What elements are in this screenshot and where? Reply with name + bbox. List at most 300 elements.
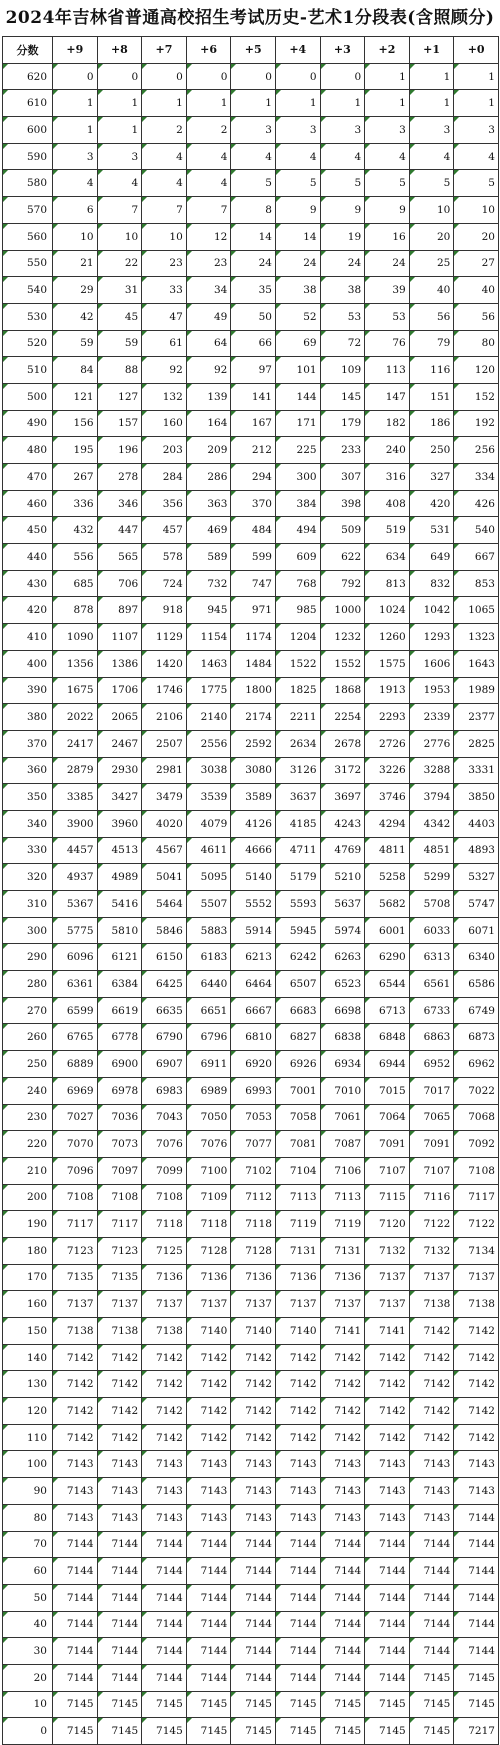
- count-cell: 1: [97, 90, 142, 117]
- count-cell: 5914: [231, 917, 276, 944]
- count-cell: 20: [409, 223, 454, 250]
- count-cell: 1024: [365, 597, 410, 624]
- count-cell: 7144: [409, 1584, 454, 1611]
- count-cell: 7145: [275, 1718, 320, 1745]
- count-cell: 6698: [320, 997, 365, 1024]
- count-cell: 853: [454, 570, 499, 597]
- count-cell: 7142: [186, 1344, 231, 1371]
- table-row: [3, 810, 499, 837]
- count-cell: 7143: [365, 1451, 410, 1478]
- score-cell: 220: [3, 1131, 53, 1158]
- count-cell: 7070: [53, 1131, 98, 1158]
- count-cell: 1484: [231, 650, 276, 677]
- table-row: [3, 650, 499, 677]
- count-cell: 4: [142, 170, 187, 197]
- count-cell: 7144: [275, 1584, 320, 1611]
- count-cell: 7145: [142, 1718, 187, 1745]
- count-cell: 2678: [320, 730, 365, 757]
- table-row: [3, 303, 499, 330]
- score-cell: 610: [3, 90, 53, 117]
- count-cell: 768: [275, 570, 320, 597]
- count-cell: 1522: [275, 650, 320, 677]
- count-cell: 27: [454, 250, 499, 277]
- count-cell: 985: [275, 597, 320, 624]
- count-cell: 2776: [409, 730, 454, 757]
- page-title: 2024年吉林省普通高校招生考试历史-艺术1分段表(含照顾分): [5, 8, 495, 28]
- count-cell: 7142: [231, 1371, 276, 1398]
- count-cell: 7064: [365, 1104, 410, 1131]
- count-cell: 7145: [186, 1691, 231, 1718]
- count-cell: 1: [454, 63, 499, 90]
- count-cell: 7022: [454, 1077, 499, 1104]
- count-cell: 1129: [142, 624, 187, 651]
- count-cell: 157: [97, 410, 142, 437]
- count-cell: 7142: [409, 1424, 454, 1451]
- score-cell: 600: [3, 117, 53, 144]
- count-cell: 7138: [142, 1318, 187, 1345]
- count-cell: 5810: [97, 917, 142, 944]
- count-cell: 408: [365, 490, 410, 517]
- count-cell: 120: [454, 357, 499, 384]
- count-cell: 24: [231, 250, 276, 277]
- count-cell: 667: [454, 544, 499, 571]
- count-cell: 1000: [320, 597, 365, 624]
- count-cell: 3226: [365, 757, 410, 784]
- count-cell: 7143: [320, 1504, 365, 1531]
- count-cell: 370: [231, 490, 276, 517]
- count-cell: 7145: [275, 1691, 320, 1718]
- count-cell: 7142: [409, 1398, 454, 1425]
- count-cell: 813: [365, 570, 410, 597]
- count-cell: 609: [275, 544, 320, 571]
- score-cell: 90: [3, 1478, 53, 1505]
- count-cell: 52: [275, 303, 320, 330]
- count-cell: 4611: [186, 837, 231, 864]
- table-row: [3, 1531, 499, 1558]
- count-cell: 7144: [97, 1531, 142, 1558]
- count-cell: 4243: [320, 810, 365, 837]
- count-cell: 3: [275, 117, 320, 144]
- count-cell: 5846: [142, 917, 187, 944]
- score-cell: 420: [3, 597, 53, 624]
- table-row: [3, 730, 499, 757]
- count-cell: 39: [365, 277, 410, 304]
- count-cell: 179: [320, 410, 365, 437]
- count-cell: 5095: [186, 864, 231, 891]
- count-cell: 6523: [320, 971, 365, 998]
- count-cell: 4851: [409, 837, 454, 864]
- score-cell: 520: [3, 330, 53, 357]
- count-cell: 3: [231, 117, 276, 144]
- count-cell: 6873: [454, 1024, 499, 1051]
- count-cell: 2417: [53, 730, 98, 757]
- count-cell: 53: [365, 303, 410, 330]
- count-cell: 7143: [97, 1478, 142, 1505]
- count-cell: 2: [186, 117, 231, 144]
- count-cell: 7143: [320, 1451, 365, 1478]
- count-cell: 7118: [186, 1211, 231, 1238]
- count-cell: 7142: [365, 1424, 410, 1451]
- count-cell: 7217: [454, 1718, 499, 1745]
- count-cell: 4: [409, 143, 454, 170]
- count-cell: 7081: [275, 1131, 320, 1158]
- count-cell: 92: [142, 357, 187, 384]
- count-cell: 7131: [320, 1237, 365, 1264]
- count-cell: 3900: [53, 810, 98, 837]
- count-cell: 7010: [320, 1077, 365, 1104]
- score-cell: 20: [3, 1664, 53, 1691]
- count-cell: 6561: [409, 971, 454, 998]
- header-cell: +2: [365, 37, 410, 64]
- count-cell: 6033: [409, 917, 454, 944]
- count-cell: 1: [275, 90, 320, 117]
- count-cell: 10: [97, 223, 142, 250]
- count-cell: 6213: [231, 944, 276, 971]
- count-cell: 7123: [97, 1237, 142, 1264]
- count-cell: 7143: [409, 1451, 454, 1478]
- count-cell: 5775: [53, 917, 98, 944]
- score-cell: 340: [3, 810, 53, 837]
- count-cell: 7104: [275, 1157, 320, 1184]
- count-cell: 7141: [365, 1318, 410, 1345]
- score-cell: 370: [3, 730, 53, 757]
- score-cell: 470: [3, 464, 53, 491]
- count-cell: 225: [275, 437, 320, 464]
- count-cell: 5464: [142, 891, 187, 918]
- score-cell: 110: [3, 1424, 53, 1451]
- score-cell: 260: [3, 1024, 53, 1051]
- count-cell: 7106: [320, 1157, 365, 1184]
- count-cell: 7145: [454, 1691, 499, 1718]
- count-cell: 294: [231, 464, 276, 491]
- count-cell: 7118: [142, 1211, 187, 1238]
- count-cell: 1: [231, 90, 276, 117]
- count-cell: 2174: [231, 704, 276, 731]
- count-cell: 76: [365, 330, 410, 357]
- count-cell: 7143: [53, 1451, 98, 1478]
- count-cell: 7143: [186, 1451, 231, 1478]
- count-cell: 7144: [231, 1638, 276, 1665]
- count-cell: 4079: [186, 810, 231, 837]
- count-cell: 1913: [365, 677, 410, 704]
- count-cell: 634: [365, 544, 410, 571]
- count-cell: 6827: [275, 1024, 320, 1051]
- count-cell: 7144: [275, 1611, 320, 1638]
- count-cell: 7142: [97, 1424, 142, 1451]
- count-cell: 1154: [186, 624, 231, 651]
- count-cell: 4403: [454, 810, 499, 837]
- count-cell: 7144: [186, 1531, 231, 1558]
- score-cell: 70: [3, 1531, 53, 1558]
- count-cell: 7144: [97, 1611, 142, 1638]
- count-cell: 5637: [320, 891, 365, 918]
- table-row: [3, 891, 499, 918]
- count-cell: 7108: [454, 1157, 499, 1184]
- count-cell: 3637: [275, 784, 320, 811]
- count-cell: 7142: [53, 1398, 98, 1425]
- table-row: [3, 250, 499, 277]
- count-cell: 6619: [97, 997, 142, 1024]
- count-cell: 22: [97, 250, 142, 277]
- table-row: [3, 1051, 499, 1078]
- count-cell: 447: [97, 517, 142, 544]
- header-cell: +9: [53, 37, 98, 64]
- count-cell: 7142: [186, 1371, 231, 1398]
- count-cell: 1746: [142, 677, 187, 704]
- count-cell: 7144: [53, 1531, 98, 1558]
- count-cell: 6810: [231, 1024, 276, 1051]
- count-cell: 10: [53, 223, 98, 250]
- count-cell: 599: [231, 544, 276, 571]
- count-cell: 7117: [454, 1184, 499, 1211]
- count-cell: 6863: [409, 1024, 454, 1051]
- count-cell: 0: [186, 63, 231, 90]
- count-cell: 144: [275, 383, 320, 410]
- count-cell: 5299: [409, 864, 454, 891]
- count-cell: 649: [409, 544, 454, 571]
- count-cell: 47: [142, 303, 187, 330]
- count-cell: 7107: [409, 1157, 454, 1184]
- header-cell: +4: [275, 37, 320, 64]
- count-cell: 203: [142, 437, 187, 464]
- count-cell: 1323: [454, 624, 499, 651]
- count-cell: 4126: [231, 810, 276, 837]
- count-cell: 5682: [365, 891, 410, 918]
- count-cell: 7145: [320, 1718, 365, 1745]
- count-cell: 7142: [365, 1371, 410, 1398]
- count-cell: 6384: [97, 971, 142, 998]
- count-cell: 685: [53, 570, 98, 597]
- count-cell: 42: [53, 303, 98, 330]
- table-row: [3, 677, 499, 704]
- count-cell: 7142: [142, 1424, 187, 1451]
- count-cell: 7119: [275, 1211, 320, 1238]
- count-cell: 141: [231, 383, 276, 410]
- score-cell: 350: [3, 784, 53, 811]
- count-cell: 1: [409, 90, 454, 117]
- count-cell: 7142: [320, 1398, 365, 1425]
- count-cell: 5210: [320, 864, 365, 891]
- count-cell: 2106: [142, 704, 187, 731]
- count-cell: 6263: [320, 944, 365, 971]
- score-cell: 490: [3, 410, 53, 437]
- table-row: [3, 1664, 499, 1691]
- score-cell: 80: [3, 1504, 53, 1531]
- table-row: [3, 971, 499, 998]
- count-cell: 156: [53, 410, 98, 437]
- count-cell: 7143: [231, 1504, 276, 1531]
- table-row: [3, 1024, 499, 1051]
- count-cell: 7143: [231, 1478, 276, 1505]
- count-cell: 5: [231, 170, 276, 197]
- count-cell: 3172: [320, 757, 365, 784]
- count-cell: 7144: [53, 1664, 98, 1691]
- count-cell: 457: [142, 517, 187, 544]
- count-cell: 7142: [97, 1371, 142, 1398]
- count-cell: 3479: [142, 784, 187, 811]
- count-cell: 7145: [320, 1691, 365, 1718]
- count-cell: 1: [409, 63, 454, 90]
- count-cell: 6962: [454, 1051, 499, 1078]
- count-cell: 7142: [275, 1344, 320, 1371]
- count-cell: 233: [320, 437, 365, 464]
- score-cell: 100: [3, 1451, 53, 1478]
- count-cell: 7142: [409, 1344, 454, 1371]
- count-cell: 64: [186, 330, 231, 357]
- count-cell: 7144: [365, 1531, 410, 1558]
- count-cell: 945: [186, 597, 231, 624]
- count-cell: 7116: [409, 1184, 454, 1211]
- count-cell: 7142: [186, 1398, 231, 1425]
- count-cell: 7143: [53, 1478, 98, 1505]
- count-cell: 1643: [454, 650, 499, 677]
- count-cell: 6889: [53, 1051, 98, 1078]
- count-cell: 4294: [365, 810, 410, 837]
- count-cell: 792: [320, 570, 365, 597]
- count-cell: 21: [53, 250, 98, 277]
- count-cell: 7137: [53, 1291, 98, 1318]
- count-cell: 182: [365, 410, 410, 437]
- count-cell: 9: [365, 197, 410, 224]
- count-cell: 7136: [142, 1264, 187, 1291]
- score-cell: 50: [3, 1584, 53, 1611]
- count-cell: 7142: [454, 1344, 499, 1371]
- count-cell: 7136: [320, 1264, 365, 1291]
- count-cell: 336: [53, 490, 98, 517]
- score-cell: 40: [3, 1611, 53, 1638]
- count-cell: 24: [365, 250, 410, 277]
- count-cell: 19: [320, 223, 365, 250]
- count-cell: 7137: [97, 1291, 142, 1318]
- count-cell: 7001: [275, 1077, 320, 1104]
- count-cell: 4: [454, 143, 499, 170]
- count-cell: 6733: [409, 997, 454, 1024]
- count-cell: 7144: [231, 1558, 276, 1585]
- count-cell: 1953: [409, 677, 454, 704]
- count-cell: 7135: [97, 1264, 142, 1291]
- count-cell: 7144: [53, 1638, 98, 1665]
- count-cell: 6001: [365, 917, 410, 944]
- score-cell: 480: [3, 437, 53, 464]
- count-cell: 5179: [275, 864, 320, 891]
- count-cell: 7109: [186, 1184, 231, 1211]
- count-cell: 7145: [53, 1718, 98, 1745]
- count-cell: 6907: [142, 1051, 187, 1078]
- count-cell: 0: [320, 63, 365, 90]
- count-cell: 1675: [53, 677, 98, 704]
- count-cell: 2507: [142, 730, 187, 757]
- count-cell: 50: [231, 303, 276, 330]
- count-cell: 7144: [53, 1558, 98, 1585]
- count-cell: 706: [97, 570, 142, 597]
- header-cell: +3: [320, 37, 365, 64]
- count-cell: 2930: [97, 757, 142, 784]
- count-cell: 7136: [231, 1264, 276, 1291]
- count-cell: 565: [97, 544, 142, 571]
- score-cell: 620: [3, 63, 53, 90]
- count-cell: 7144: [97, 1638, 142, 1665]
- count-cell: 45: [97, 303, 142, 330]
- table-row: [3, 757, 499, 784]
- count-cell: 4: [186, 143, 231, 170]
- count-cell: 1107: [97, 624, 142, 651]
- count-cell: 7137: [186, 1291, 231, 1318]
- count-cell: 7144: [53, 1584, 98, 1611]
- count-cell: 79: [409, 330, 454, 357]
- count-cell: 23: [186, 250, 231, 277]
- count-cell: 7142: [409, 1371, 454, 1398]
- count-cell: 7092: [454, 1131, 499, 1158]
- score-cell: 30: [3, 1638, 53, 1665]
- count-cell: 9: [320, 197, 365, 224]
- count-cell: 7137: [231, 1291, 276, 1318]
- header-cell: +1: [409, 37, 454, 64]
- count-cell: 1420: [142, 650, 187, 677]
- count-cell: 519: [365, 517, 410, 544]
- count-cell: 2022: [53, 704, 98, 731]
- count-cell: 7143: [275, 1478, 320, 1505]
- count-cell: 7143: [142, 1451, 187, 1478]
- count-cell: 484: [231, 517, 276, 544]
- count-cell: 7144: [142, 1664, 187, 1691]
- count-cell: 6096: [53, 944, 98, 971]
- count-cell: 7137: [320, 1291, 365, 1318]
- count-cell: 4: [142, 143, 187, 170]
- count-cell: 121: [53, 383, 98, 410]
- table-row: [3, 544, 499, 571]
- table-row: [3, 1157, 499, 1184]
- count-cell: 7112: [231, 1184, 276, 1211]
- count-cell: 7131: [275, 1237, 320, 1264]
- table-row: [3, 837, 499, 864]
- table-row: [3, 197, 499, 224]
- count-cell: 7144: [320, 1531, 365, 1558]
- count-cell: 7015: [365, 1077, 410, 1104]
- table-row: [3, 1451, 499, 1478]
- count-cell: 7143: [409, 1504, 454, 1531]
- count-cell: 7144: [275, 1638, 320, 1665]
- score-cell: 10: [3, 1691, 53, 1718]
- score-cell: 560: [3, 223, 53, 250]
- count-cell: 20: [454, 223, 499, 250]
- count-cell: 3126: [275, 757, 320, 784]
- count-cell: 469: [186, 517, 231, 544]
- table-header-row: [3, 37, 499, 64]
- table-row: [3, 944, 499, 971]
- count-cell: 531: [409, 517, 454, 544]
- count-cell: 7144: [365, 1558, 410, 1585]
- count-cell: 1: [97, 117, 142, 144]
- count-cell: 66: [231, 330, 276, 357]
- count-cell: 53: [320, 303, 365, 330]
- count-cell: 6586: [454, 971, 499, 998]
- count-cell: 7144: [142, 1638, 187, 1665]
- score-cell: 360: [3, 757, 53, 784]
- count-cell: 7068: [454, 1104, 499, 1131]
- count-cell: 16: [365, 223, 410, 250]
- count-cell: 7: [97, 197, 142, 224]
- score-cell: 580: [3, 170, 53, 197]
- count-cell: 1575: [365, 650, 410, 677]
- count-cell: 7137: [365, 1291, 410, 1318]
- count-cell: 2879: [53, 757, 98, 784]
- score-cell: 320: [3, 864, 53, 891]
- count-cell: 5: [454, 170, 499, 197]
- count-cell: 7050: [186, 1104, 231, 1131]
- count-cell: 186: [409, 410, 454, 437]
- count-cell: 7137: [409, 1264, 454, 1291]
- count-cell: 0: [97, 63, 142, 90]
